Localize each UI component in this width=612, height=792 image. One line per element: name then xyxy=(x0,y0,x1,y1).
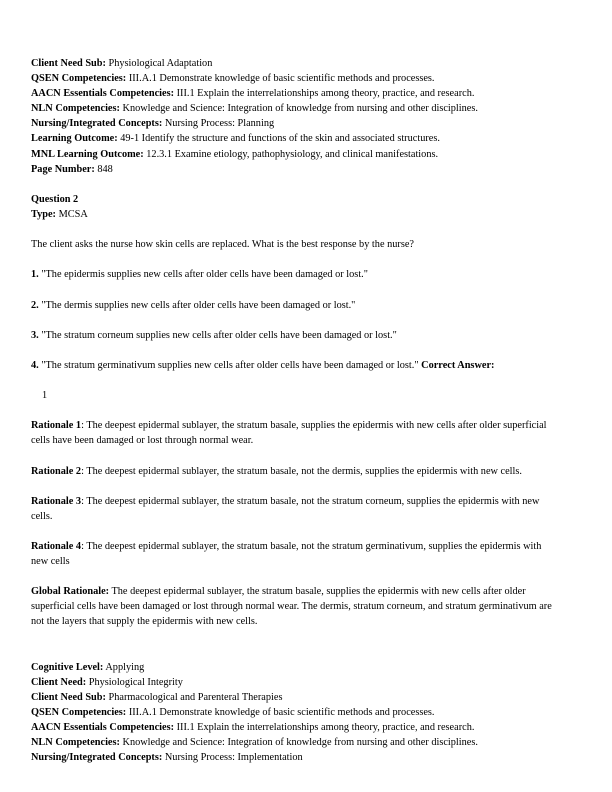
rationale-separator: : xyxy=(81,495,84,507)
blank-line xyxy=(31,222,557,237)
blank-line xyxy=(31,313,557,328)
correct-answer-label: Correct Answer: xyxy=(421,359,495,371)
metadata-value: III.1 Explain the interrelationships among theory, practice, and research. xyxy=(176,722,475,734)
option-text: "The stratum germinativum supplies new cells after older cells have been damaged or lost." xyxy=(41,359,419,371)
option-text: "The stratum corneum supplies new cells after older cells have been damaged or lost." xyxy=(41,329,397,341)
question-heading xyxy=(31,192,557,207)
rationale-label: Rationale 3 xyxy=(31,495,82,507)
metadata-label: QSEN Competencies: xyxy=(31,707,127,719)
metadata-value: 12.3.1 Examine etiology, pathophysiology, and clinical manifestations. xyxy=(146,148,439,160)
question-stem: The client asks the nurse how skin cells are replaced. What is the best response by the nurse? xyxy=(31,239,414,251)
global-rationale xyxy=(31,584,557,629)
metadata-label: MNL Learning Outcome: xyxy=(31,148,144,160)
blank-line xyxy=(31,524,557,539)
metadata-value: III.A.1 Demonstrate knowledge of basic scientific methods and processes. xyxy=(128,73,435,85)
metadata-value: Applying xyxy=(105,661,145,673)
blank-line xyxy=(31,373,557,388)
rationale-entry xyxy=(31,539,557,569)
blank-line xyxy=(31,282,557,297)
metadata-line xyxy=(31,690,557,705)
rationale-label: Rationale 1 xyxy=(31,420,82,432)
metadata-line xyxy=(31,56,557,71)
blank-line xyxy=(31,645,557,660)
option-number: 4. xyxy=(31,359,39,371)
blank-line xyxy=(31,343,557,358)
answer-option[interactable] xyxy=(31,267,557,282)
metadata-value: III.1 Explain the interrelationships among theory, practice, and research. xyxy=(176,88,475,100)
metadata-label: Nursing/Integrated Concepts: xyxy=(31,752,163,764)
rationale-separator: : xyxy=(81,465,84,477)
metadata-line xyxy=(31,147,557,162)
blank-line xyxy=(31,448,557,463)
metadata-label: Client Need: xyxy=(31,676,87,688)
metadata-value: 49-1 Identify the structure and functions of the skin and associated structures. xyxy=(120,133,440,145)
global-rationale-text: The deepest epidermal sublayer, the stratum basale, supplies the epidermis with new cells after older superficial cells have been damaged or lost through normal wear. The dermis, stratum corneum, and stratum germinativum are not the layers that supply the epidermis with new cells. xyxy=(31,586,552,628)
blank-line xyxy=(31,177,557,192)
answer-option[interactable] xyxy=(31,328,557,343)
metadata-line xyxy=(31,675,557,690)
metadata-label: NLN Competencies: xyxy=(31,103,120,115)
metadata-line xyxy=(31,660,557,675)
blank-line xyxy=(31,403,557,418)
correct-answer-value: 1 xyxy=(42,390,48,402)
blank-line xyxy=(31,569,557,584)
metadata-value: Nursing Process: Planning xyxy=(164,118,275,130)
metadata-value: Pharmacological and Parenteral Therapies xyxy=(108,691,283,703)
top-metadata-block xyxy=(31,56,557,177)
question-type-value: MCSA xyxy=(58,208,88,220)
blank-line xyxy=(31,630,557,645)
metadata-value: Physiological Integrity xyxy=(88,676,183,688)
metadata-value: III.A.1 Demonstrate knowledge of basic scientific methods and processes. xyxy=(128,707,435,719)
metadata-line xyxy=(31,162,557,177)
option-number: 2. xyxy=(31,299,39,311)
metadata-label: AACN Essentials Competencies: xyxy=(31,88,175,100)
metadata-line xyxy=(31,735,557,750)
metadata-label: Client Need Sub: xyxy=(31,691,106,703)
rationale-entry xyxy=(31,494,557,524)
rationale-label: Rationale 2 xyxy=(31,465,82,477)
option-text: "The epidermis supplies new cells after older cells have been damaged or lost." xyxy=(41,269,368,281)
rationale-entry xyxy=(31,418,557,448)
metadata-label: QSEN Competencies: xyxy=(31,73,127,85)
rationale-text: The deepest epidermal sublayer, the stratum basale, supplies the epidermis with new cells after older superficial cells have been damaged or lost through normal wear. xyxy=(31,420,547,447)
metadata-value: Knowledge and Science: Integration of knowledge from nursing and other disciplines. xyxy=(122,737,478,749)
metadata-line xyxy=(31,720,557,735)
question-type-line xyxy=(31,207,557,222)
blank-line xyxy=(31,252,557,267)
metadata-line xyxy=(31,750,557,765)
metadata-line xyxy=(31,116,557,131)
option-number: 3. xyxy=(31,329,39,341)
metadata-label: Learning Outcome: xyxy=(31,133,118,145)
rationale-label: Rationale 4 xyxy=(31,541,82,552)
rationale-entry xyxy=(31,464,557,479)
metadata-label: NLN Competencies: xyxy=(31,737,120,749)
metadata-value: 848 xyxy=(97,163,113,175)
answer-option[interactable] xyxy=(31,298,557,313)
metadata-line xyxy=(31,705,557,720)
rationale-text: The deepest epidermal sublayer, the stratum basale, not the stratum corneum, supplies the epidermis with new cells. xyxy=(31,495,540,522)
metadata-label: Nursing/Integrated Concepts: xyxy=(31,118,163,130)
document-body xyxy=(31,56,557,765)
rationale-text: The deepest epidermal sublayer, the stratum basale, not the dermis, supplies the epidermis with new cells. xyxy=(86,465,522,477)
metadata-label: AACN Essentials Competencies: xyxy=(31,722,175,734)
option-number: 1. xyxy=(31,269,39,281)
answer-option[interactable] xyxy=(31,358,557,373)
rationale-separator: : xyxy=(81,541,84,552)
metadata-value: Knowledge and Science: Integration of knowledge from nursing and other disciplines. xyxy=(122,103,478,115)
bottom-metadata-block xyxy=(31,660,557,766)
metadata-label: Cognitive Level: xyxy=(31,661,104,673)
metadata-line xyxy=(31,131,557,146)
rationale-separator: : xyxy=(81,420,84,432)
question-header xyxy=(31,192,557,222)
global-rationale-label: Global Rationale: xyxy=(31,586,110,598)
metadata-value: Nursing Process: Implementation xyxy=(164,752,303,764)
metadata-line xyxy=(31,71,557,86)
rationale-text: The deepest epidermal sublayer, the stratum basale, not the stratum germinativum, supplies the epidermis with new cells xyxy=(31,541,542,568)
question-type-label: Type: xyxy=(31,208,56,220)
question-heading-text: Question 2 xyxy=(31,193,79,205)
blank-line xyxy=(31,479,557,494)
metadata-label: Client Need Sub: xyxy=(31,58,106,69)
metadata-value: Physiological Adaptation xyxy=(108,58,213,69)
metadata-line xyxy=(31,101,557,116)
metadata-line xyxy=(31,86,557,101)
option-text: "The dermis supplies new cells after older cells have been damaged or lost." xyxy=(41,299,356,311)
metadata-label: Page Number: xyxy=(31,163,95,175)
